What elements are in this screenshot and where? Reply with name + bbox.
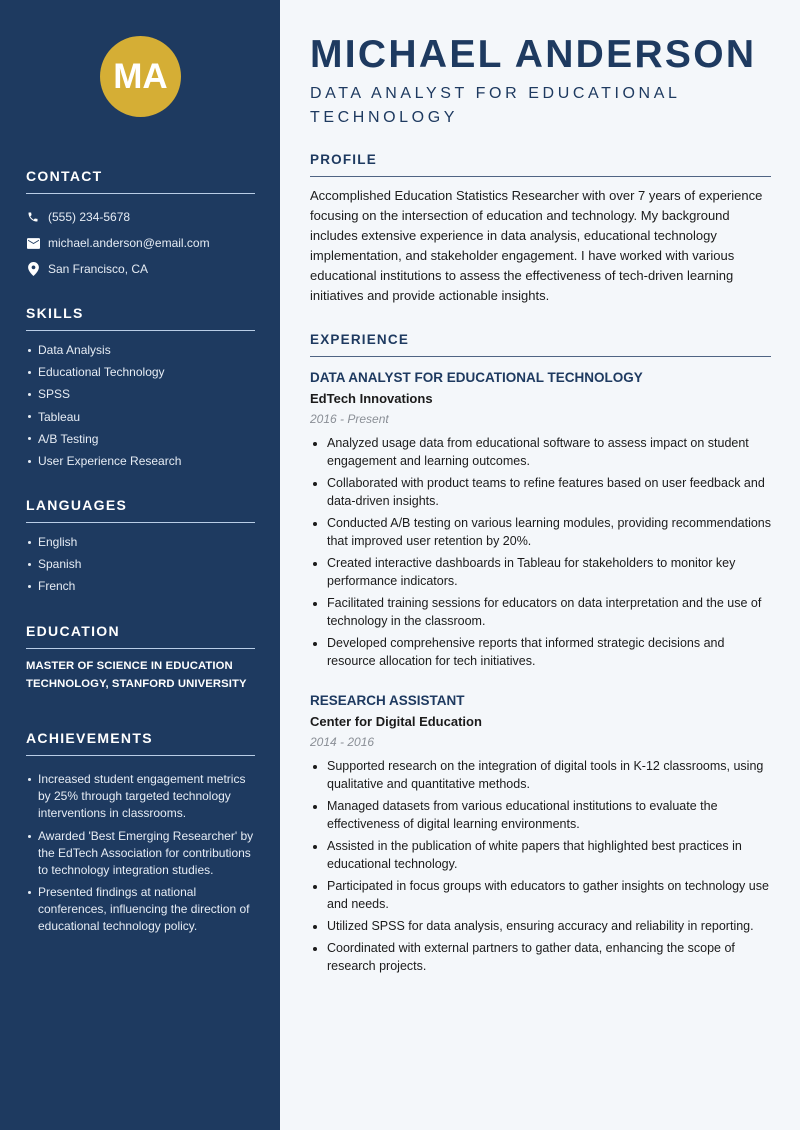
job-bullet: Coordinated with external partners to gather data, enhancing the scope of research projects. (310, 939, 771, 975)
job-company: Center for Digital Education (310, 714, 482, 729)
education-degree: MASTER OF SCIENCE IN EDUCATION TECHNOLOGY, STANFORD UNIVERSITY (26, 660, 247, 690)
education-section (26, 623, 255, 693)
location-pin-icon (26, 262, 40, 276)
achievement-item: Increased student engagement metrics by 25% through targeted technology interventions in classrooms. (26, 771, 255, 822)
contact-heading: CONTACT (26, 168, 255, 194)
contact-phone-text: (555) 234-5678 (48, 210, 131, 224)
language-item: French (26, 575, 255, 597)
job-bullet: Facilitated training sessions for educators on data interpretation and the use of technology in the classroom. (310, 594, 771, 630)
job-entry (310, 370, 771, 674)
skill-item: A/B Testing (26, 428, 255, 450)
contact-email (26, 230, 255, 256)
job-bullet: Participated in focus groups with educators to gather insights on technology use and needs. (310, 877, 771, 913)
phone-icon (26, 210, 40, 224)
job-bullet: Conducted A/B testing on various learning modules, providing recommendations that improved user retention by 20%. (310, 514, 771, 550)
skills-section (26, 305, 255, 472)
job-company: EdTech Innovations (310, 391, 433, 406)
language-item: English (26, 531, 255, 553)
skills-heading: SKILLS (26, 305, 255, 331)
achievements-section (26, 730, 255, 941)
job-entry (310, 693, 771, 979)
achievement-item: Presented findings at national conferences, influencing the direction of educational technology policy. (26, 884, 255, 935)
avatar-initials: MA (113, 56, 168, 96)
job-bullet: Collaborated with product teams to refine features based on user feedback and data-driven insights. (310, 474, 771, 510)
skill-item: Educational Technology (26, 361, 255, 383)
candidate-title: DATA ANALYST FOR EDUCATIONAL TECHNOLOGY (310, 85, 680, 126)
avatar (100, 36, 181, 117)
profile-section (310, 152, 771, 306)
mail-icon (26, 236, 40, 250)
skill-item: User Experience Research (26, 450, 255, 472)
job-bullet: Managed datasets from various educational institutions to evaluate the effectiveness of digital learning environments. (310, 797, 771, 833)
job-bullet: Assisted in the publication of white papers that highlighted best practices in educational technology. (310, 837, 771, 873)
skills-list (26, 339, 255, 472)
experience-heading: EXPERIENCE (310, 332, 771, 357)
contact-location (26, 256, 255, 282)
job-bullet: Analyzed usage data from educational software to assess impact on student engagement and learning outcomes. (310, 434, 771, 470)
job-dates: 2014 - 2016 (310, 735, 375, 749)
job-bullet: Developed comprehensive reports that informed strategic decisions and resource allocation for tech initiatives. (310, 634, 771, 670)
contact-phone (26, 204, 255, 230)
languages-list (26, 531, 255, 598)
contact-section (26, 168, 255, 282)
languages-section (26, 497, 255, 598)
job-bullet: Supported research on the integration of digital tools in K-12 classrooms, using qualitative and quantitative methods. (310, 757, 771, 793)
profile-text: Accomplished Education Statistics Researcher with over 7 years of experience focusing on the intersection of education and technology. My background includes extensive experience in data analysis, educational technology implementation, and stakeholder engagement. I have worked with various educational institutions to assess the effectiveness of tech-driven learning initiatives and provide actionable insights. (310, 188, 763, 303)
language-item: Spanish (26, 553, 255, 575)
contact-list (26, 204, 255, 282)
achievement-item: Awarded 'Best Emerging Researcher' by the EdTech Association for contributions to technology integration studies. (26, 828, 255, 879)
job-bullets (310, 434, 771, 670)
skill-item: Data Analysis (26, 339, 255, 361)
sidebar (0, 0, 280, 1130)
job-bullet: Created interactive dashboards in Tableau for stakeholders to monitor key performance indicators. (310, 554, 771, 590)
experience-section (310, 332, 771, 357)
contact-email-text[interactable]: michael.anderson@email.com (48, 236, 210, 250)
profile-heading: PROFILE (310, 152, 771, 177)
skill-item: SPSS (26, 383, 255, 405)
candidate-name: MICHAEL ANDERSON (310, 33, 757, 76)
job-title: RESEARCH ASSISTANT (310, 693, 465, 708)
education-heading: EDUCATION (26, 623, 255, 649)
languages-heading: LANGUAGES (26, 497, 255, 523)
job-dates: 2016 - Present (310, 412, 389, 426)
job-title: DATA ANALYST FOR EDUCATIONAL TECHNOLOGY (310, 370, 643, 385)
contact-location-text: San Francisco, CA (48, 262, 149, 276)
skill-item: Tableau (26, 406, 255, 428)
job-bullet: Utilized SPSS for data analysis, ensuring accuracy and reliability in reporting. (310, 917, 771, 935)
job-bullets (310, 757, 771, 975)
achievements-heading: ACHIEVEMENTS (26, 730, 255, 756)
achievements-list (26, 771, 255, 935)
